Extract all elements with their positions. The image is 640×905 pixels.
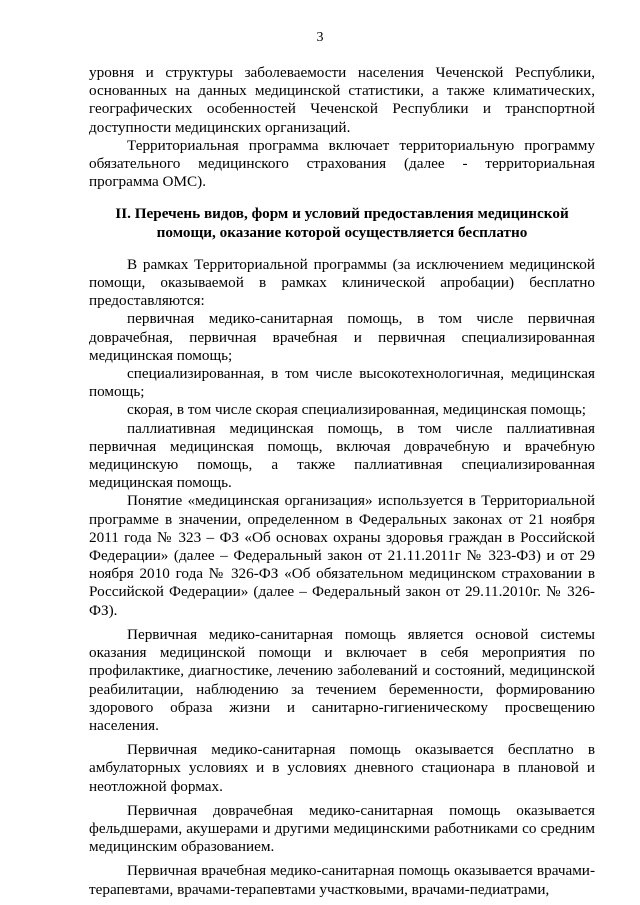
paragraph: Первичная медико-санитарная помощь оказывается бесплатно в амбулаторных условиях и в условиях дневного стационара в плановой и неотложной формах.	[89, 741, 595, 795]
page-content	[89, 64, 595, 899]
paragraph: Первичная медико-санитарная помощь является основой системы оказания медицинской помощи и включает в себя мероприятия по профилактике, диагностике, лечению заболеваний и состояний, медицинской реабилитации, наблюдению за течением беременности, формированию здорового образа жизни и санитарно-гигиеническому просвещению населения.	[89, 625, 595, 734]
section-heading: II. Перечень видов, форм и условий предоставления медицинской помощи, оказание которой осуществляется бесплатно	[115, 205, 569, 241]
page-number: 3	[316, 30, 324, 45]
paragraph: уровня и структуры заболеваемости населения Чеченской Республики, основанных на данных медицинской статистики, а также климатических, географических особенностей Чеченской Республики и транспортной доступности медицинских организаций.	[89, 64, 595, 136]
paragraph: скорая, в том числе скорая специализированная, медицинская помощь;	[127, 401, 586, 419]
paragraph: Первичная доврачебная медико-санитарная помощь оказывается фельдшерами, акушерами и другими медицинскими работниками со средним медицинским образованием.	[89, 801, 595, 856]
paragraph: паллиативная медицинская помощь, в том числе паллиативная первичная медицинская помощь, включая доврачебную и врачебную медицинскую помощь, а также паллиативная специализированная медицинская помощь.	[89, 419, 595, 492]
paragraph: Территориальная программа включает территориальную программу обязательного медицинского страхования (далее - территориальная программа ОМС).	[89, 136, 595, 191]
paragraph: специализированная, в том числе высокотехнологичная, медицинская помощь;	[89, 365, 595, 401]
paragraph: Первичная врачебная медико-санитарная помощь оказывается врачами-терапевтами, врачами-терапевтами участковыми, врачами-педиатрами,	[89, 862, 595, 898]
paragraph: первичная медико-санитарная помощь, в том числе первичная доврачебная, первичная врачебная и первичная специализированная медицинская помощь;	[89, 310, 595, 364]
paragraph: В рамках Территориальной программы (за исключением медицинской помощи, оказываемой в рамках клинической апробации) бесплатно предоставляются:	[89, 255, 595, 310]
paragraph: Понятие «медицинская организация» используется в Территориальной программе в значении, определенном в Федеральных законах от 21 ноября 2011 года № 323 – ФЗ «Об основах охраны здоровья граждан в Российской Федерации» (далее – Федеральный закон от 21.11.2011г № 323-ФЗ) и от 29 ноября 2010 года № 326-ФЗ «Об обязательном медицинском страховании в Российской Федерации» (далее – Федеральный закон от 29.11.2010г. № 326-ФЗ).	[89, 492, 595, 619]
